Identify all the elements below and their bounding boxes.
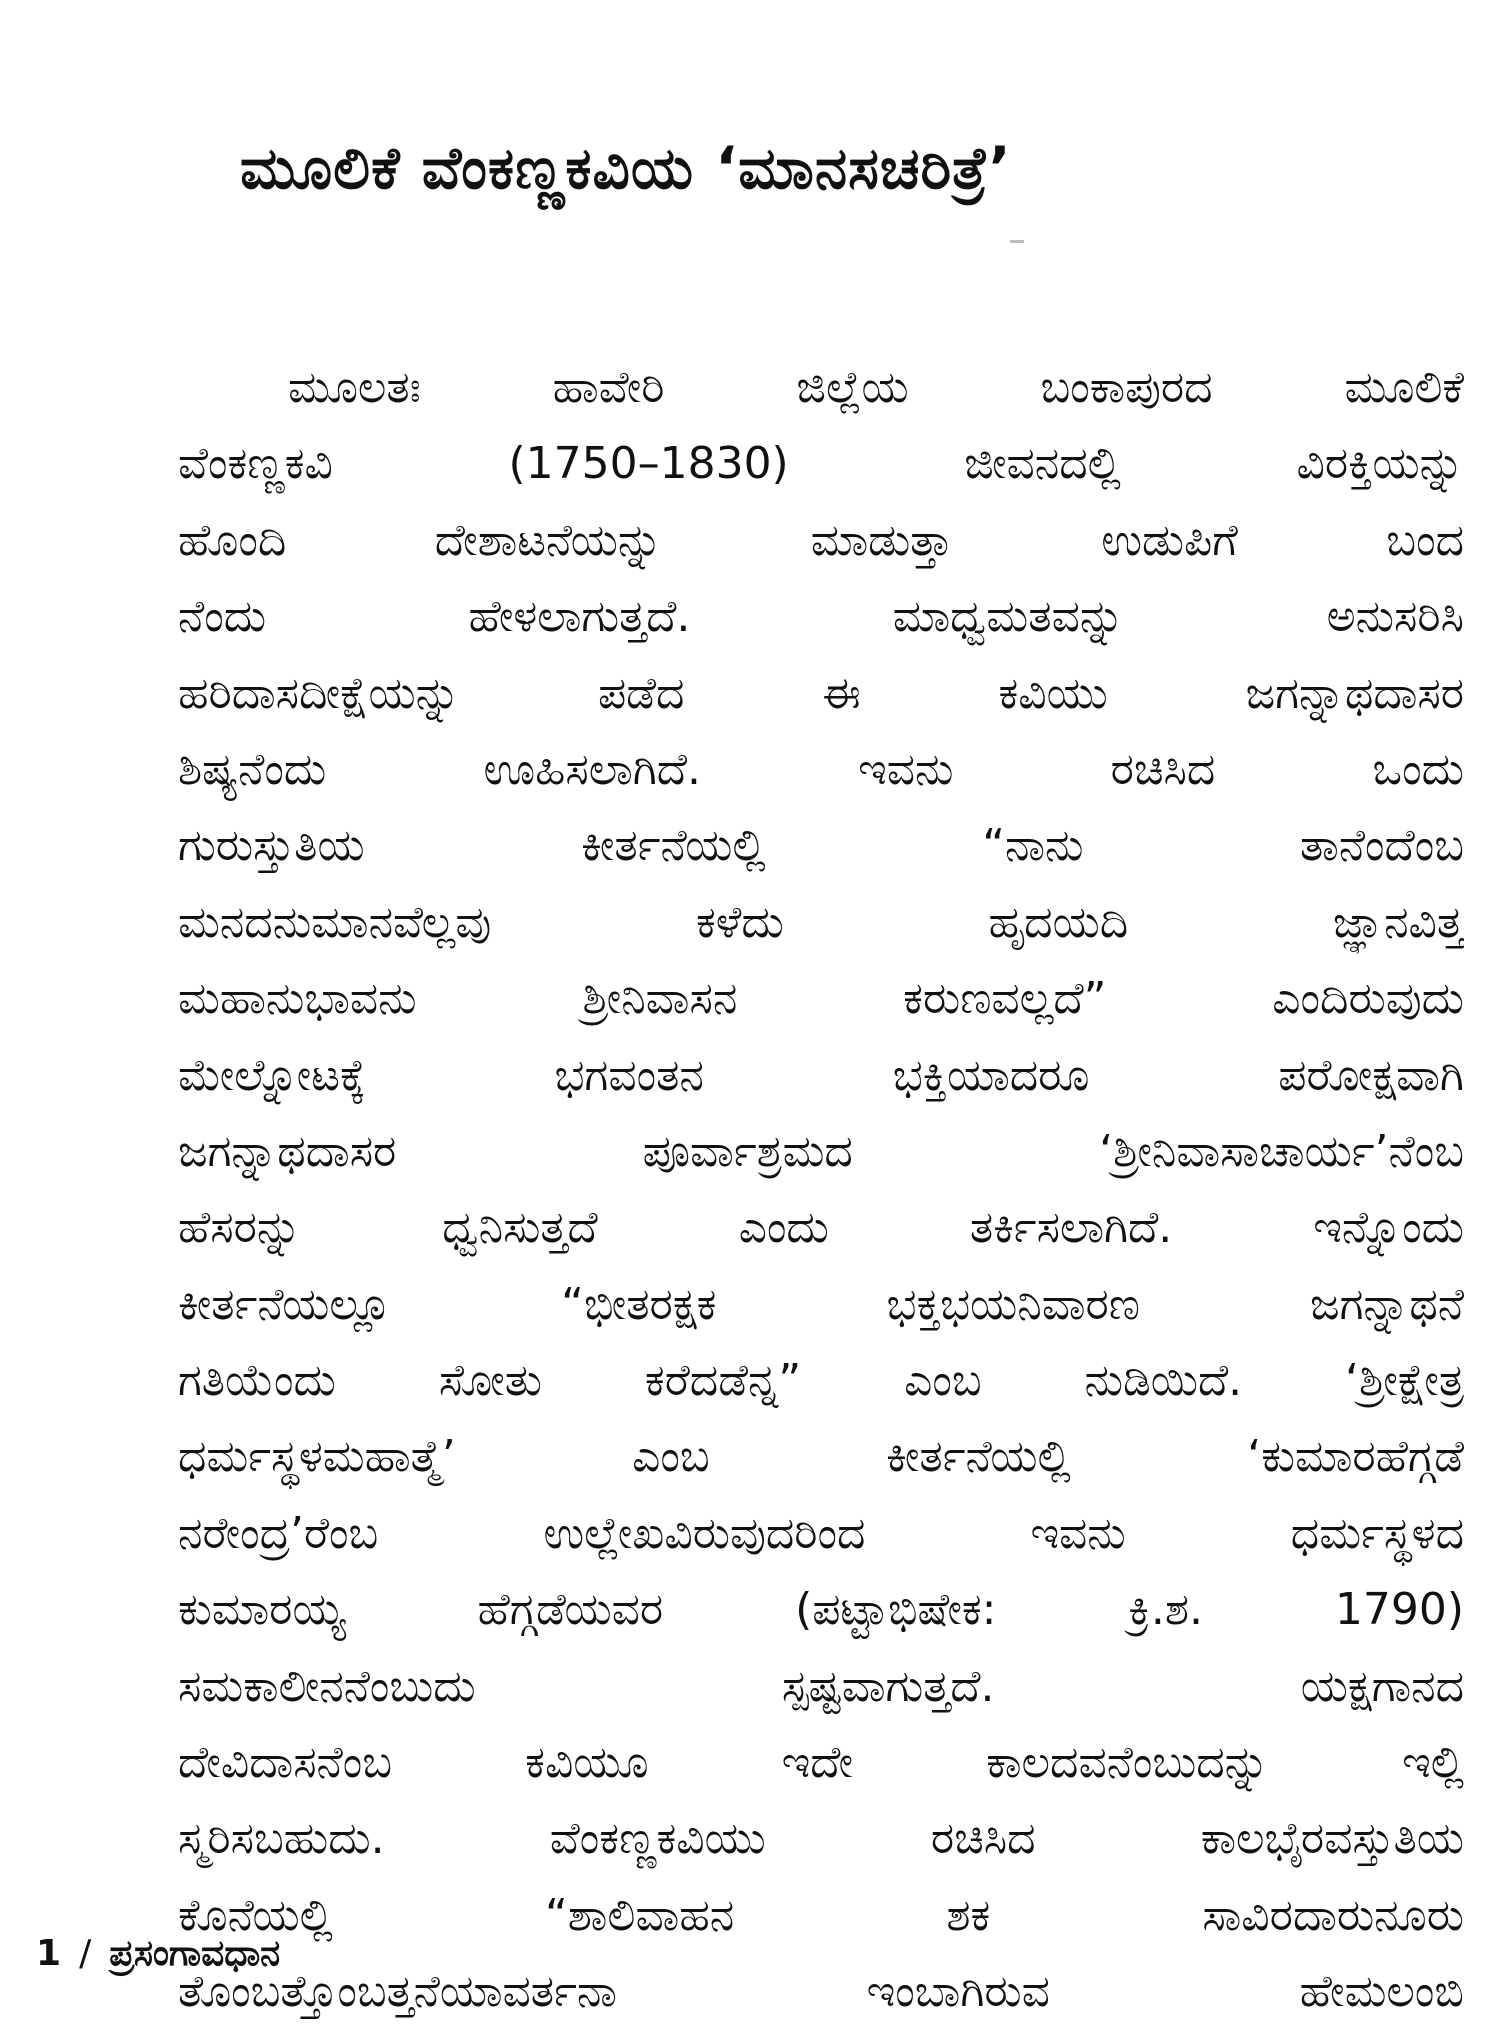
text-line: ತೊಂಬತ್ತೊಂಬತ್ತನೆಯಾವರ್ತನಾ ಇಂಬಾಗಿರುವ ಹೇಮಲಂಬಿ xyxy=(178,1966,1464,2018)
text-line: ನರೇಂದ್ರ’ರೆಂಬ ಉಲ್ಲೇಖವಿರುವುದರಿಂದ ಇವನು ಧರ್ಮಸ್ಥಳದ xyxy=(178,1507,1464,1559)
text-line: ಧರ್ಮಸ್ಥಳಮಹಾತ್ಮೆ’ ಎಂಬ ಕೀರ್ತನೆಯಲ್ಲಿ ‘ಕುಮಾರಹೆಗ್ಗಡೆ xyxy=(178,1431,1464,1483)
text-line: ಮಹಾನುಭಾವನು ಶ್ರೀನಿವಾಸನ ಕರುಣವಲ್ಲದೆ” ಎಂದಿರುವುದು xyxy=(178,973,1464,1025)
text-line: ನೆಂದು ಹೇಳಲಾಗುತ್ತದೆ. ಮಾಧ್ವಮತವನ್ನು ಅನುಸರಿಸಿ xyxy=(178,591,1464,643)
text-line: ಹೆಸರನ್ನು ಧ್ವನಿಸುತ್ತದೆ ಎಂದು ತರ್ಕಿಸಲಾಗಿದೆ. ಇನ್ನೊಂದು xyxy=(178,1202,1464,1254)
text-line: ಗತಿಯೆಂದು ಸೋತು ಕರೆದಡೆನ್ನ” ಎಂಬ ನುಡಿಯಿದೆ. ‘ಶ್ರೀಕ್ಷೇತ್ರ xyxy=(178,1355,1464,1407)
text-line: ದೇವಿದಾಸನೆಂಬ ಕವಿಯೂ ಇದೇ ಕಾಲದವನೆಂಬುದನ್ನು ಇಲ್ಲಿ xyxy=(178,1737,1464,1789)
text-line: ಗುರುಸ್ತುತಿಯ ಕೀರ್ತನೆಯಲ್ಲಿ “ನಾನು ತಾನೆಂದೆಂಬ xyxy=(178,820,1464,872)
text-line: ಸ್ಮರಿಸಬಹುದು. ವೆಂಕಣ್ಣಕವಿಯು ರಚಿಸಿದ ಕಾಲಭೈರವಸ್ತುತಿಯ xyxy=(178,1813,1464,1865)
body-paragraph xyxy=(178,350,1464,2031)
text-line: ಜಗನ್ನಾಥದಾಸರ ಪೂರ್ವಾಶ್ರಮದ ‘ಶ್ರೀನಿವಾಸಾಚಾರ್ಯ’ನೆಂಬ xyxy=(178,1125,1464,1177)
text-line: ಹರಿದಾಸದೀಕ್ಷೆಯನ್ನು ಪಡೆದ ಈ ಕವಿಯು ಜಗನ್ನಾಥದಾಸರ xyxy=(178,667,1464,719)
text-line: ಕೀರ್ತನೆಯಲ್ಲೂ “ಭೀತರಕ್ಷಕ ಭಕ್ತಭಯನಿವಾರಣ ಜಗನ್ನಾಥನೆ xyxy=(178,1278,1464,1330)
text-line: ಮೂಲತಃ ಹಾವೇರಿ ಜಿಲ್ಲೆಯ ಬಂಕಾಪುರದ ಮೂಲಿಕೆ xyxy=(288,362,1464,413)
footer-book-title: ಪ್ರಸಂಗಾವಧಾನ xyxy=(109,1933,281,1974)
text-line: ಕುಮಾರಯ್ಯ ಹೆಗ್ಗಡೆಯವರ (ಪಟ್ಟಾಭಿಷೇಕ: ಕ್ರಿ.ಶ. 1790) xyxy=(178,1584,1464,1636)
text-line: ಶಿಷ್ಯನೆಂದು ಊಹಿಸಲಾಗಿದೆ. ಇವನು ರಚಿಸಿದ ಒಂದು xyxy=(178,743,1464,795)
text-line: ಹೊಂದಿ ದೇಶಾಟನೆಯನ್ನು ಮಾಡುತ್ತಾ ಉಡುಪಿಗೆ ಬಂದ xyxy=(178,514,1464,566)
text-line: ಸಮಕಾಲೀನನೆಂಬುದು ಸ್ಪಷ್ಟವಾಗುತ್ತದೆ. ಯಕ್ಷಗಾನದ xyxy=(178,1660,1464,1712)
scan-speck xyxy=(1010,240,1024,243)
text-line: ಮೇಲ್ನೋಟಕ್ಕೆ ಭಗವಂತನ ಭಕ್ತಿಯಾದರೂ ಪರೋಕ್ಷವಾಗಿ xyxy=(178,1049,1464,1101)
footer-separator: / xyxy=(79,1933,92,1974)
page-title: ಮೂಲಿಕೆ ವೆಂಕಣ್ಣಕವಿಯ ‘ಮಾನಸಚರಿತ್ರೆ’ xyxy=(240,134,1012,202)
text-line: ವೆಂಕಣ್ಣಕವಿ (1750–1830) ಜೀವನದಲ್ಲಿ ವಿರಕ್ತಿಯನ್ನು xyxy=(178,438,1464,490)
text-line: ಮನದನುಮಾನವೆಲ್ಲವು ಕಳೆದು ಹೃದಯದಿ ಜ್ಞಾನವಿತ್ತ xyxy=(178,896,1464,948)
text-line: ಕೊನೆಯಲ್ಲಿ “ಶಾಲಿವಾಹನ ಶಕ ಸಾವಿರದಾರುನೂರು xyxy=(178,1889,1464,1941)
page-footer xyxy=(36,1930,280,1978)
page-number: 1 xyxy=(36,1933,62,1974)
